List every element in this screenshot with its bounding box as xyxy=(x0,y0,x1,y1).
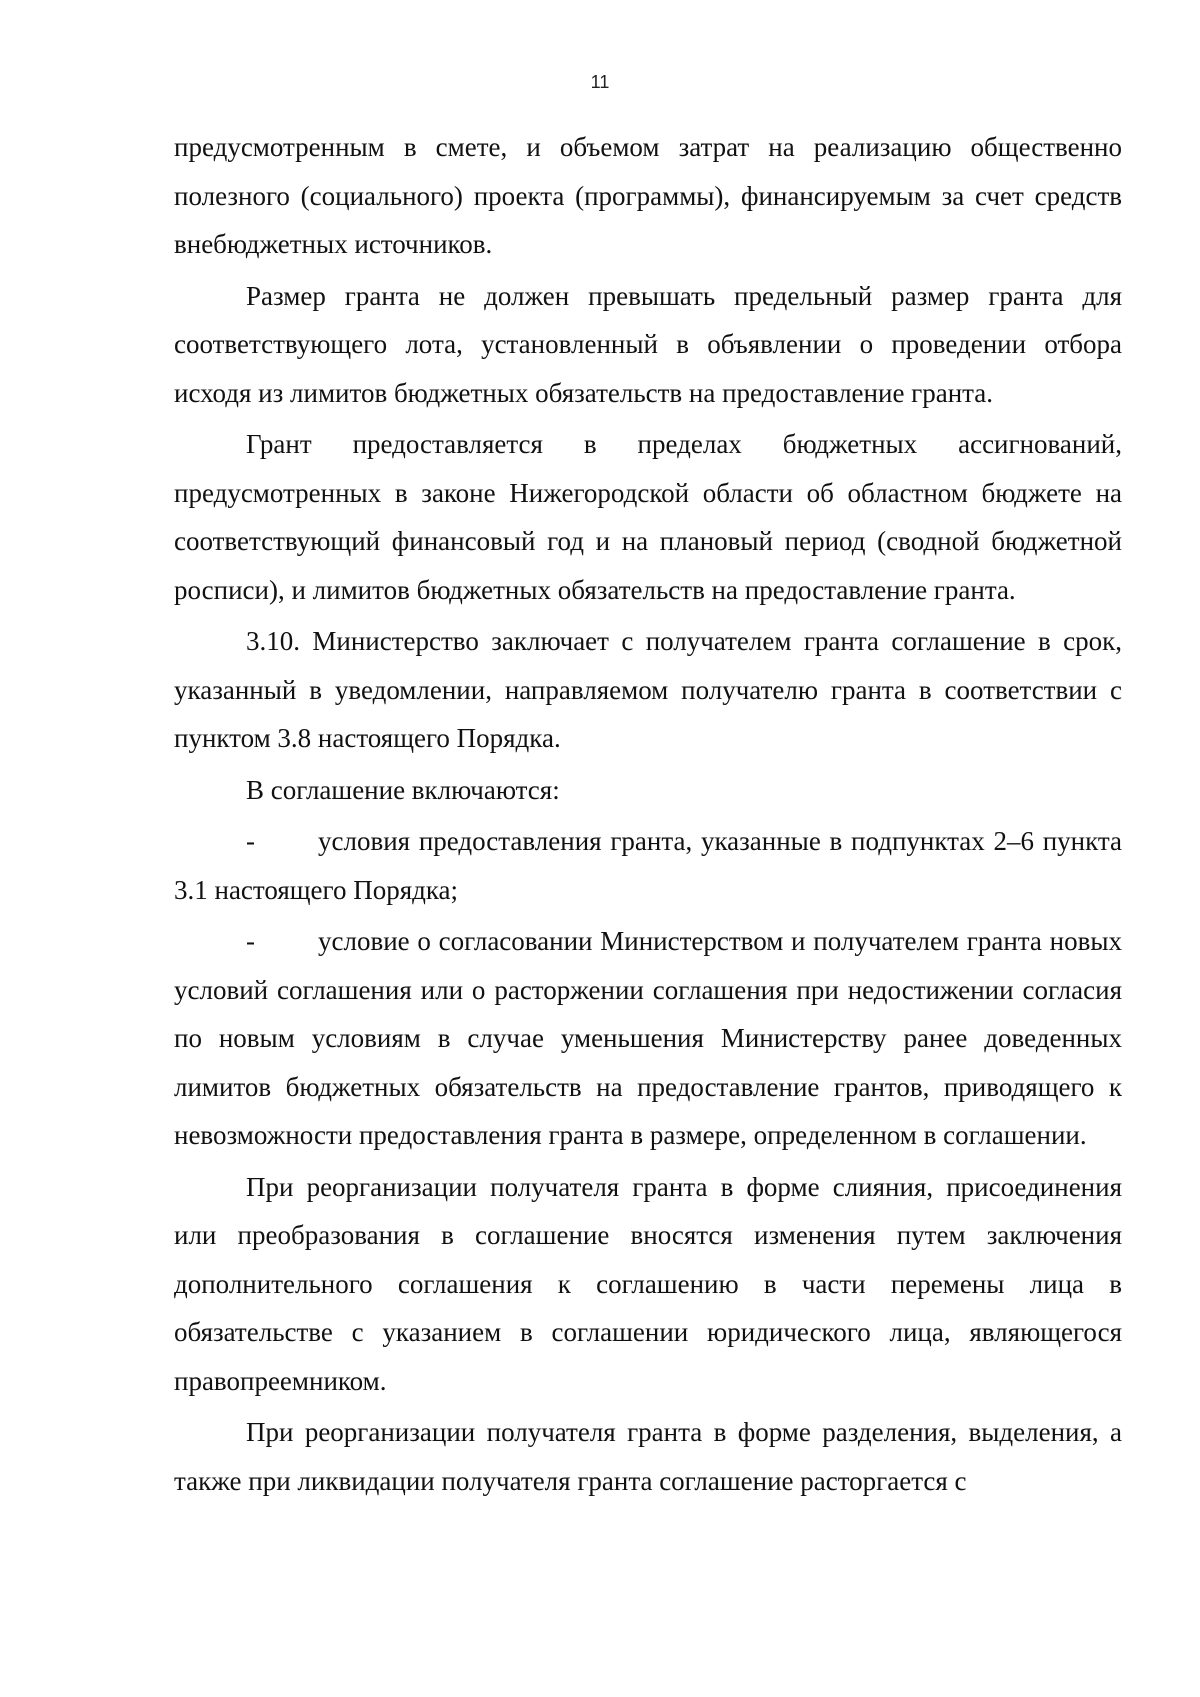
paragraph: При реорганизации получателя гранта в форме слияния, присоединения или преобразования в соглашение вносятся изменения путем заключения дополнительного соглашения к соглашению в части перемены лица в обязательстве с указанием в соглашении юридического лица, являющегося правопреемником. xyxy=(174,1171,1122,1396)
document-body xyxy=(174,123,1122,1505)
list-item-text: условия предоставления гранта, указанные в подпунктах 2–6 пункта 3.1 настоящего Порядка; xyxy=(174,826,1122,905)
paragraph: Размер гранта не должен превышать предельный размер гранта для соответствующего лота, установленный в объявлении о проведении отбора исходя из лимитов бюджетных обязательств на предоставление гранта. xyxy=(174,280,1122,408)
list-item-text: условие о согласовании Министерством и получателем гранта новых условий соглашения или о расторжении соглашения при недостижении согласия по новым условиям в случае уменьшения Министерству ранее доведенных лимитов бюджетных обязательств на предоставление грантов, приводящего к невозможности предоставления гранта в размере, определенном в соглашении. xyxy=(174,926,1122,1150)
list-item xyxy=(174,817,1122,914)
page-number: 11 xyxy=(590,72,610,92)
list-dash: - xyxy=(246,926,255,956)
paragraph: При реорганизации получателя гранта в форме разделения, выделения, а также при ликвидации получателя гранта соглашение расторгается с xyxy=(174,1417,1122,1496)
list-dash: - xyxy=(246,826,255,856)
paragraph: В соглашение включаются: xyxy=(246,774,560,805)
paragraph: Грант предоставляется в пределах бюджетных ассигнований, предусмотренных в законе Нижегородской области об областном бюджете на соответствующий финансовый год и на плановый период (сводной бюджетной росписи), и лимитов бюджетных обязательств на предоставление гранта. xyxy=(174,429,1122,605)
list-item xyxy=(174,917,1122,1160)
paragraph: предусмотренным в смете, и объемом затрат на реализацию общественно полезного (социального) проекта (программы), финансируемым за счет средств внебюджетных источников. xyxy=(174,132,1122,259)
paragraph: 3.10. Министерство заключает с получателем гранта соглашение в срок, указанный в уведомлении, направляемом получателю гранта в соответствии с пунктом 3.8 настоящего Порядка. xyxy=(174,626,1122,753)
